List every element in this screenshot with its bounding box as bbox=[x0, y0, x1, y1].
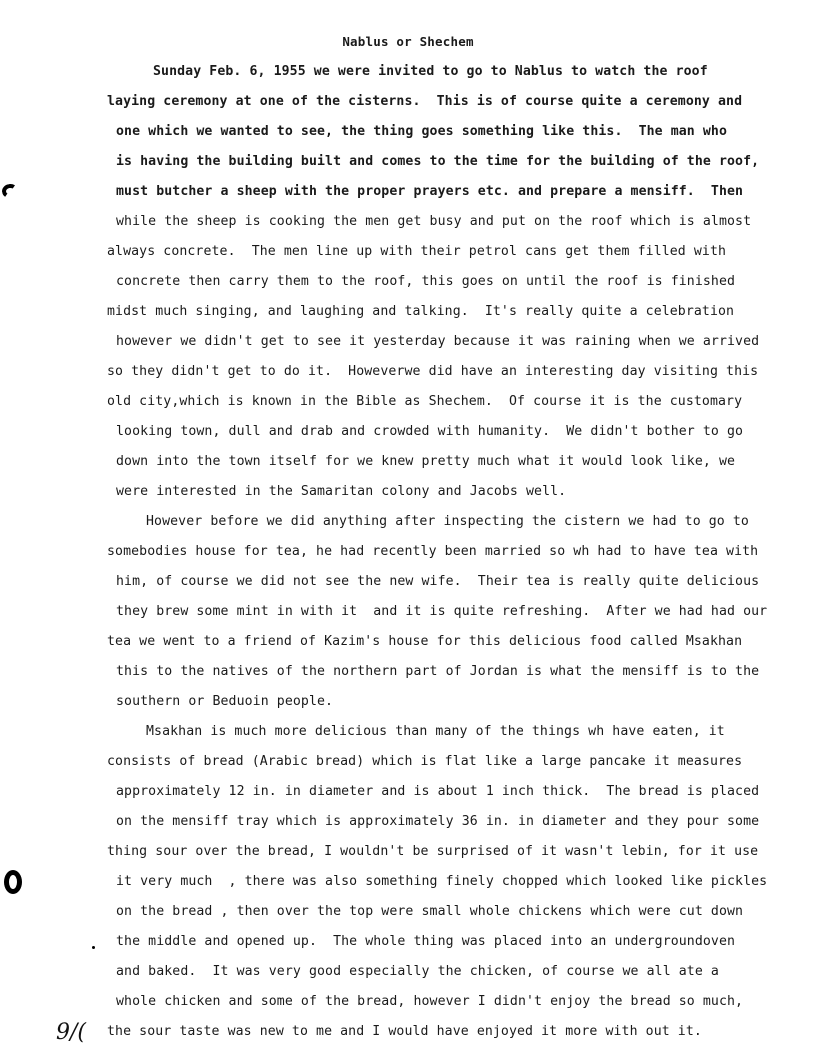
text-line: thing sour over the bread, I wouldn't be surprised of it wasn't lebin, for it use bbox=[107, 844, 759, 859]
text-line: southern or Beduoin people. bbox=[116, 694, 334, 709]
text-line: one which we wanted to see, the thing goes something like this. The man who bbox=[116, 124, 728, 139]
text-line: looking town, dull and drab and crowded with humanity. We didn't bother to go bbox=[116, 424, 744, 439]
text-line: however we didn't get to see it yesterday because it was raining when we arrived bbox=[116, 334, 760, 349]
text-line: tea we went to a friend of Kazim's house for this delicious food called Msakhan bbox=[107, 634, 743, 649]
text-line: down into the town itself for we knew pretty much what it would look like, we bbox=[116, 454, 736, 469]
text-line: the middle and opened up. The whole thing was placed into an undergroundoven bbox=[116, 934, 736, 949]
text-line: on the bread , then over the top were small whole chickens which were cut down bbox=[116, 904, 744, 919]
text-line: him, of course we did not see the new wife. Their tea is really quite delicious bbox=[116, 574, 760, 589]
text-line: old city,which is known in the Bible as Shechem. Of course it is the customary bbox=[107, 394, 743, 409]
text-line: the sour taste was new to me and I would have enjoyed it more with out it. bbox=[107, 1024, 702, 1039]
text-line: while the sheep is cooking the men get busy and put on the roof which is almost bbox=[116, 214, 752, 229]
text-line: were interested in the Samaritan colony and Jacobs well. bbox=[116, 484, 567, 499]
text-line: it very much , there was also something finely chopped which looked like pickles bbox=[116, 874, 768, 889]
punch-hole-mark bbox=[4, 870, 22, 894]
text-line: Msakhan is much more delicious than many of the things wh have eaten, it bbox=[146, 724, 725, 739]
text-line: on the mensiff tray which is approximately 36 in. in diameter and they pour some bbox=[116, 814, 760, 829]
page-title: Nablus or Shechem bbox=[342, 34, 474, 49]
ink-dot bbox=[92, 946, 95, 949]
text-line: concrete then carry them to the roof, this goes on until the roof is finished bbox=[116, 274, 736, 289]
text-line: so they didn't get to do it. Howeverwe did have an interesting day visiting this bbox=[107, 364, 759, 379]
text-line: consists of bread (Arabic bread) which is flat like a large pancake it measures bbox=[107, 754, 743, 769]
text-line: somebodies house for tea, he had recently been married so wh had to have tea with bbox=[107, 544, 759, 559]
text-line: approximately 12 in. in diameter and is about 1 inch thick. The bread is placed bbox=[116, 784, 760, 799]
text-line: is having the building built and comes to the time for the building of the roof, bbox=[116, 154, 760, 169]
text-line: this to the natives of the northern part of Jordan is what the mensiff is to the bbox=[116, 664, 760, 679]
text-line: midst much singing, and laughing and talking. It's really quite a celebration bbox=[107, 304, 735, 319]
text-line: Sunday Feb. 6, 1955 we were invited to go to Nablus to watch the roof bbox=[153, 64, 708, 79]
text-line: always concrete. The men line up with their petrol cans get them filled with bbox=[107, 244, 727, 259]
text-line: must butcher a sheep with the proper prayers etc. and prepare a mensiff. Then bbox=[116, 184, 744, 199]
handwritten-page-number: 9/( bbox=[56, 1020, 86, 1045]
text-line: they brew some mint in with it and it is quite refreshing. After we had had our bbox=[116, 604, 768, 619]
text-line: However before we did anything after inspecting the cistern we had to go to bbox=[146, 514, 749, 529]
text-line: laying ceremony at one of the cisterns. This is of course quite a ceremony and bbox=[107, 94, 743, 109]
text-line: and baked. It was very good especially the chicken, of course we all ate a bbox=[116, 964, 719, 979]
punch-hole-mark bbox=[1, 183, 19, 200]
text-line: whole chicken and some of the bread, however I didn't enjoy the bread so much, bbox=[116, 994, 744, 1009]
